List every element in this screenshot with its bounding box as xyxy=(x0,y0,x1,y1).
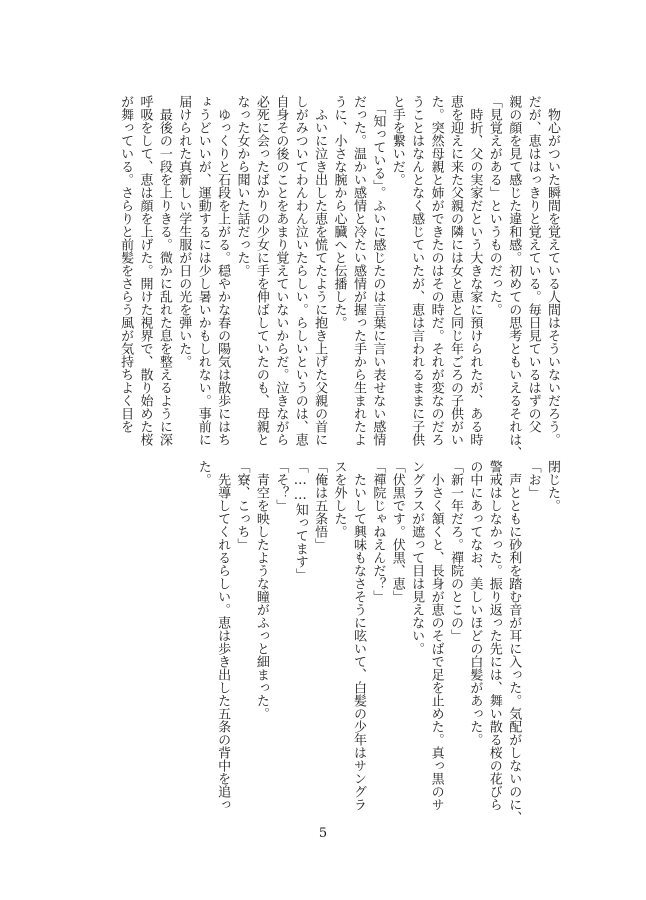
text-line: ゆっくりと石段を上がる。穏やかな春の陽気は散歩にはち xyxy=(215,95,231,446)
text-line: 物心がついた瞬間を覚えている人間はそういないだろう。 xyxy=(545,95,560,446)
text-line: 先導してくれるらしい。恵は歩き出した五条の背中を追っ xyxy=(215,460,231,811)
text-line: 「新一年だろ。禪院のとこの」 xyxy=(447,460,463,642)
text-line: なった女から聞いた話だった。 xyxy=(234,95,250,277)
text-line: た。突然母親と姉ができたのはその時だ。それが変なのだろ xyxy=(428,95,444,446)
text-line: 自身その後のことをあまり覚えていないからだ。泣きながら xyxy=(273,95,289,446)
text-line: 必死に会ったばかりの少女に手を伸ばしていたのも、母親と xyxy=(253,95,269,446)
text-line: 「見覚えがある」というものだった。 xyxy=(486,95,502,316)
text-line: 「そ？」 xyxy=(273,460,289,512)
text-line: だが、恵ははっきりと覚えている。毎日見ているはずの父 xyxy=(525,95,541,433)
text-line: スを外した。 xyxy=(331,460,347,538)
page-number: 5 xyxy=(318,826,328,841)
text-line: ょうどいいが、運動するには少し暑いかもしれない。事前に xyxy=(195,95,211,446)
text-line: 「……知ってます」 xyxy=(292,460,308,581)
text-line: 「寮、こっち」 xyxy=(234,460,250,551)
text-line: 恵を迎えに来た父親の隣には女と恵と同じ年ごろの子供がい xyxy=(447,95,463,446)
text-line: た。 xyxy=(195,460,211,486)
text-line: 「俺は五条悟」 xyxy=(312,460,328,551)
text-line: 「お」 xyxy=(525,460,541,499)
text-line: 「禪院じゃねえんだ？」 xyxy=(370,460,386,603)
text-line: しがみついてわんわん泣いたらしい。らしいというのは、恵 xyxy=(292,95,308,446)
text-line: だった。温かい感情と冷たい感情が握った手から生まれたよ xyxy=(350,95,366,446)
upper-text-block xyxy=(86,95,562,459)
text-line: 届けられた真新しい学生服が日の光を弾いた。 xyxy=(176,95,192,368)
text-line: 警戒はしなかった。振り返った先には、舞い散る桜の花びら xyxy=(486,460,502,811)
text-line: 親の顔を見て感じた違和感。初めての思考ともいえるそれは、 xyxy=(506,95,522,459)
text-line: 時折、父の実家だという大きな家に預けられたが、ある時 xyxy=(467,95,483,446)
text-line: 「伏黒です。伏黒、恵」 xyxy=(389,460,405,603)
text-line: 呼吸をして、恵は顔を上げた。開けた視界で、散り始めた桜 xyxy=(137,95,153,446)
lower-text-block xyxy=(86,460,562,824)
text-line: と手を繋いだ。 xyxy=(389,95,405,186)
text-line: 「知っている」。ふいに感じたのは言葉に言い表せない感情 xyxy=(370,95,386,446)
text-line: 青空を映したような瞳がふっと細まった。 xyxy=(253,460,269,720)
text-line: の中にあってなお、美しいほどの白髪があった。 xyxy=(467,460,483,746)
text-line: 閉じた。 xyxy=(545,460,560,512)
text-line: 最後の一段を上りきる。微かに乱れた息を整えるように深 xyxy=(156,95,172,446)
text-line: 小さく頷くと、長身が恵のそばで足を止めた。真っ黒のサ xyxy=(428,460,444,811)
text-line: ングラスが遮って目は見えない。 xyxy=(409,460,425,655)
text-line: たいして興味もなさそうに呟いて、白髪の少年はサングラ xyxy=(350,460,366,811)
text-line: ふいに泣き出した恵を慌てたように抱き上げた父親の首に xyxy=(312,95,328,446)
text-line: 声とともに砂利を踏む音が耳に入った。気配がしないのに、 xyxy=(506,460,522,824)
text-line: うことはなんとなく感じていたが、恵は言われるままに子供 xyxy=(409,95,425,446)
text-line: が舞っている。さらりと前髪をさらう風が気持ちよく目を xyxy=(118,95,134,433)
text-line: うに、小さな腕から心臓へと伝播した。 xyxy=(331,95,347,329)
